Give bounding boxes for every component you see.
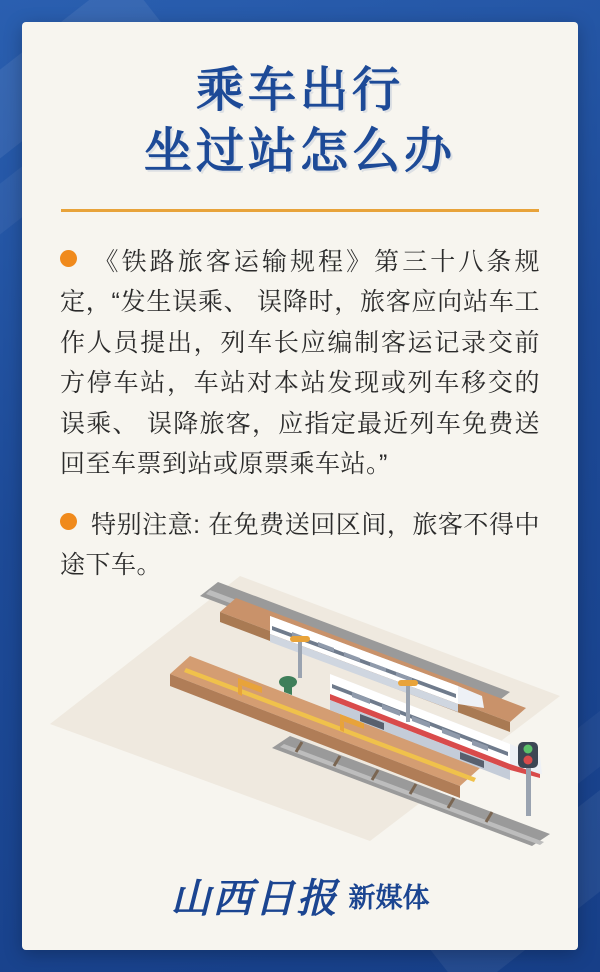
paragraph-regulation-text: 《铁路旅客运输规程》第三十八条规定，“发生误乘、 误降时，旅客应向站车工作人员提出，列车长应编制客运记录交前方停车站，车站对本站发现或列车移交的误乘、 误降旅客，应指定最近列车免费送回至车票到站或原票乘车站。”: [60, 247, 540, 479]
title-line-1: 乘车出行: [195, 64, 404, 117]
paragraph-regulation: [60, 242, 540, 485]
bullet-icon: [60, 250, 77, 267]
logo-main-text: 山西日报: [170, 876, 339, 921]
body-block: [22, 212, 578, 586]
content-card: [22, 22, 578, 950]
train-platform-svg: [40, 546, 560, 846]
bullet-icon: [60, 513, 77, 530]
train-illustration: [22, 546, 578, 846]
footer-logo: [22, 867, 578, 924]
title-line-2: 坐过站怎么办: [143, 125, 456, 179]
logo-sub-text: 新媒体: [348, 883, 430, 913]
title-block: [22, 22, 578, 183]
paragraph-notice-text: 特别注意: 在免费送回区间，旅客不得中途下车。: [60, 510, 540, 580]
